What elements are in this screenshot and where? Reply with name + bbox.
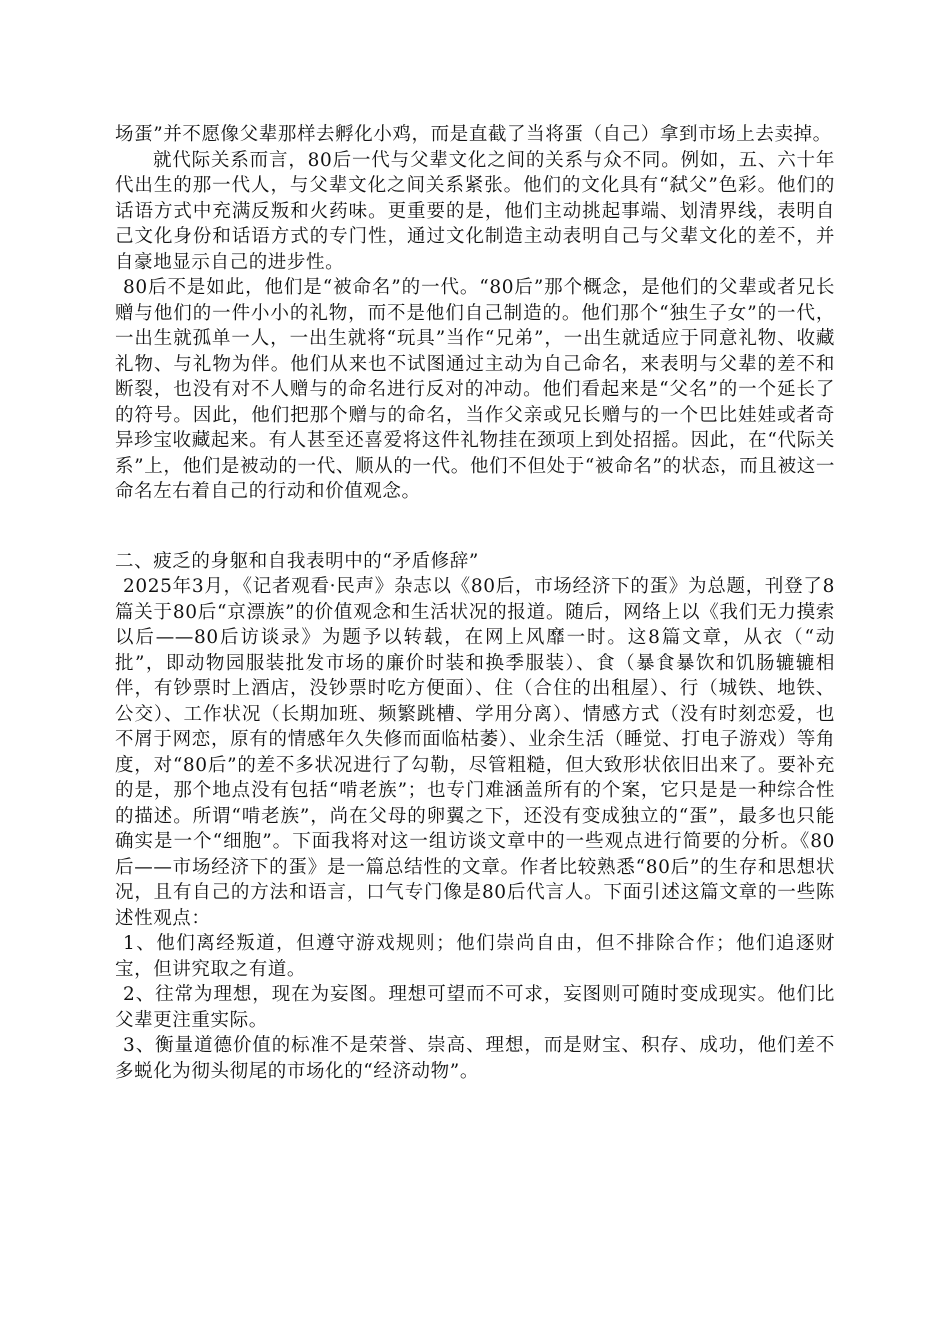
paragraph-magazine-report: 2025年3月，《记者观看·民声》杂志以《80后，市场经济下的蛋》为总题，刊登了8篇关于80后“京漂族”的价值观念和生活状况的报道。随后，网络上以《我们无力摸索以后——80后访谈录》为题予以转载，在网上风靡一时。这8篇文章，从衣（“动批”，即动物园服装批发市场的廉价时装和换季服装）、食（暴食暴饮和饥肠辘辘相伴，有钞票时上酒店，没钞票时吃方便面）、住（合住的出租屋）、行（城铁、地铁、公交）、工作状况（长期加班、频繁跳槽、学用分离）、情感方式（没有时刻恋爱，也不屑于网恋，原有的情感年久失修而面临枯萎）、业余生活（睡觉、打电子游戏）等角度，对“80后”的差不多状况进行了勾勒，尽管粗糙，但大致形状依旧出来了。要补充的是，那个地点没有包括“啃老族”；也专门难涵盖所有的个案，它只是是一种综合性的描述。所谓“啃老族”，尚在父母的卵翼之下，还没有变成独立的“蛋”，最多也只能确实是一个“细胞”。下面我将对这一组访谈文章中的一些观点进行简要的分析。《80后——市场经济下的蛋》是一篇总结性的文章。作者比较熟悉“80后”的生存和思想状况，且有自己的方法和语言，口气专门像是80后代言人。下面引述这篇文章的一些陈述性观点： bbox=[115, 576, 835, 929]
paragraph-generational-relations: 就代际关系而言，80后一代与父辈文化之间的关系与众不同。例如，五、六十年代出生的那一代人，与父辈文化之间关系紧张。他们的文化具有“弑父”色彩。他们的话语方式中充满反叛和火药味。更重要的是，他们主动挑起事端、划清界线，表明自己文化身份和话语方式的专门性，通过文化制造主动表明自己与父辈文化的差不，并自豪地显示自己的进步性。 bbox=[115, 149, 835, 273]
list-item-point-1: 1、他们离经叛道，但遵守游戏规则；他们崇尚自由，但不排除合作；他们追逐财宝，但讲究取之有道。 bbox=[115, 933, 835, 980]
document-page bbox=[115, 122, 835, 1084]
paragraph-named-generation: 80后不是如此，他们是“被命名”的一代。“80后”那个概念，是他们的父辈或者兄长赠与他们的一件小小的礼物，而不是他们自己制造的。他们那个“独生子女”的一代，一出生就孤单一人，一出生就将“玩具”当作“兄弟”，一出生就适应于同意礼物、收藏礼物、与礼物为伴。他们从来也不试图通过主动为自己命名，来表明与父辈的差不和断裂，也没有对不人赠与的命名进行反对的冲动。他们看起来是“父名”的一个延长了的符号。因此，他们把那个赠与的命名，当作父亲或兄长赠与的一个巴比娃娃或者奇异珍宝收藏起来。有人甚至还喜爱将这件礼物挂在颈项上到处招摇。因此，在“代际关系”上，他们是被动的一代、顺从的一代。他们不但处于“被命名”的状态，而且被这一命名左右着自己的行动和价值观念。 bbox=[115, 277, 835, 502]
section-spacer bbox=[115, 505, 835, 549]
list-item-point-3: 3、衡量道德价值的标准不是荣誉、崇高、理想，而是财宝、积存、成功，他们差不多蜕化为彻头彻尾的市场化的“经济动物”。 bbox=[115, 1035, 835, 1082]
section-heading: 二、疲乏的身躯和自我表明中的“矛盾修辞” bbox=[115, 550, 479, 572]
paragraph-continuation: 场蛋”并不愿像父辈那样去孵化小鸡，而是直截了当将蛋（自己）拿到市场上去卖掉。 bbox=[115, 124, 832, 145]
list-item-point-2: 2、往常为理想，现在为妄图。理想可望而不可求，妄图则可随时变成现实。他们比父辈更注重实际。 bbox=[115, 984, 835, 1031]
